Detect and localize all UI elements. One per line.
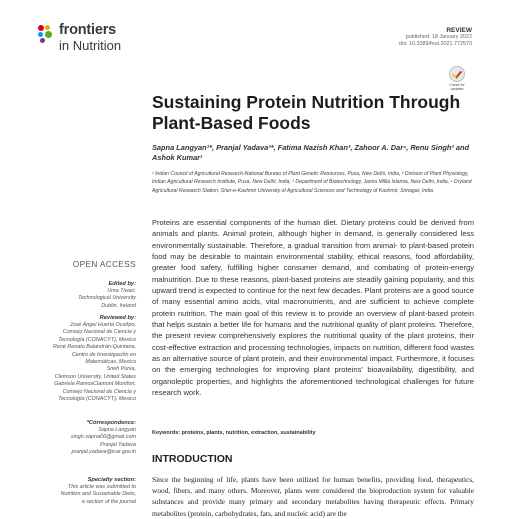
reviewer-line: Matemáticas, Mexico [85, 359, 136, 366]
abstract: Proteins are essential components of the human diet. Dietary proteins could be derived from animals and plants. Animal protein, although higher in demand, is generally considered less environmentally sustainable. Therefore, a gradual transition from animal- to plant-based protein food may be desirable to maintain environmental stability, ethical reasons, food affordability, greater food safety, fulfilling higher consumer demand, and combating of protein-energy malnutrition. Due to these reasons, plant-based proteins are steadily gaining popularity, and this upward trend is expected to continue for the next few decades. Plant proteins are a good source of many essential amino acids, vital macronutrients, and are sufficient to achieve complete protein nutrition. The main goal of this review is to provide an overview of plant-based protein that helps sustain a better life for humans and the nutritional quality of plant proteins. Therefore, the present review comprehensively explores the nutritional quality of the plant proteins, their cost-effective extraction and processing technologies, impacts on nutrition, different food wastes as an alternative source of plant protein, and their environmental impact. Furthermore, it focuses on the emerging technologies for improving plant proteins' bioavailability, digestibility, and organoleptic properties, and highlights the aforementioned technological challenges for future research work. [152, 218, 474, 398]
edited-by-label: Edited by: [108, 281, 136, 287]
reviewer-line: René Renato Balandrán-Quintana, [52, 344, 136, 351]
keywords [152, 430, 474, 436]
correspondence-label: *Correspondence: [86, 420, 136, 426]
editor-line: Uma Tiwari, [107, 288, 136, 294]
journal-logo [38, 23, 148, 53]
open-access-label: OPEN ACCESS [72, 260, 136, 269]
reviewer-line: Consejo Nacional de Ciencia y [62, 329, 136, 336]
reviewed-by-label: Reviewed by: [99, 315, 136, 321]
reviewer-line: Tecnología (CONACYT), Mexico [58, 396, 136, 403]
correspondence [16, 419, 136, 457]
published-date: published: 18 January 2022 [405, 34, 472, 40]
reviewer-line: Sneh Punia, [106, 366, 136, 373]
reviewer-line: Tecnología (CONACYT), Mexico [58, 336, 136, 343]
correspondence-name: Pranjal Yadava [99, 441, 136, 448]
correspondence-email[interactable]: singh.sapna06@gmail.com [70, 434, 136, 441]
article-info [322, 27, 472, 48]
frontiers-logo-icon [38, 25, 56, 43]
reviewer-line: Centro de Investigación en [71, 351, 136, 358]
specialty-line: This article was submitted to [67, 484, 136, 490]
doi-link[interactable]: doi: 10.3389/fnut.2021.772573 [398, 41, 472, 47]
journal-brand: frontiers [59, 22, 117, 38]
reviewer-line: Clemson University, United States [54, 373, 136, 380]
reviewer-line: Gabriela RamosClamont Montfort, [54, 381, 136, 388]
keywords-label: Keywords: [152, 430, 181, 436]
correspondence-email[interactable]: pranjal.yadava@icar.gov.in [71, 449, 136, 456]
reviewed-by [6, 314, 136, 403]
specialty-line: a section of the journal [81, 498, 136, 505]
specialty-label: Specialty section: [87, 477, 136, 483]
keywords-value: proteins, plants, nutrition, extraction, sustainability [181, 430, 316, 436]
editor-line: Dublin, Ireland [101, 302, 136, 309]
check-updates-label: Check for updates [449, 83, 465, 91]
editor-line: Technological University [78, 295, 136, 302]
affiliations: ¹ Indian Council of Agricultural Research-National Bureau of Plant Genetic Resources, Pusa, New Delhi, India, ² Division of Plant Physiology, Indian Agricultural Research Institute, Pusa, New Delhi, India, ³ Department of Biotechnology, Jamia Millia Islamia, New Delhi, India, ⁴ Dryland Agricultural Research Station, Sher-e-Kashmir University of Agricultural Sciences and Technology of Kashmir, Srinagar, India [152, 171, 472, 194]
article-title: Sustaining Protein Nutrition Through Plant-Based Foods [152, 92, 461, 133]
journal-name: in Nutrition [59, 38, 122, 53]
correspondence-name: Sapna Langyan [98, 427, 136, 433]
author-list: Sapna Langyan¹*, Pranjal Yadava²*, Fatima Nazish Khan³, Zahoor A. Dar⁴, Renu Singh² and Ashok Kumar¹ [152, 143, 470, 162]
reviewer-line: Consejo Nacional de Ciencia y [62, 388, 136, 395]
reviewer-line: José Ángel Huerta Ocañpo, [69, 322, 136, 328]
specialty-section [16, 476, 136, 506]
specialty-line: Nutrition and Sustainable Diets, [60, 491, 136, 498]
check-updates-icon [449, 66, 465, 82]
check-for-updates-button[interactable] [446, 66, 468, 91]
article-type: REVIEW [446, 27, 472, 34]
edited-by [16, 280, 136, 310]
introduction-text: Since the beginning of life, plants have been utilized for human benefits, providing food, therapeutics, wood, fibers, and many others. Moreover, plants were considered the bioproduction system for valuable substances and provide many primary and secondary metabolites having therapeutic effects. Primary metabolites (protein, carbohydrates, fats, and nucleic acid) are the [152, 475, 474, 518]
section-heading-introduction: INTRODUCTION [152, 453, 233, 465]
